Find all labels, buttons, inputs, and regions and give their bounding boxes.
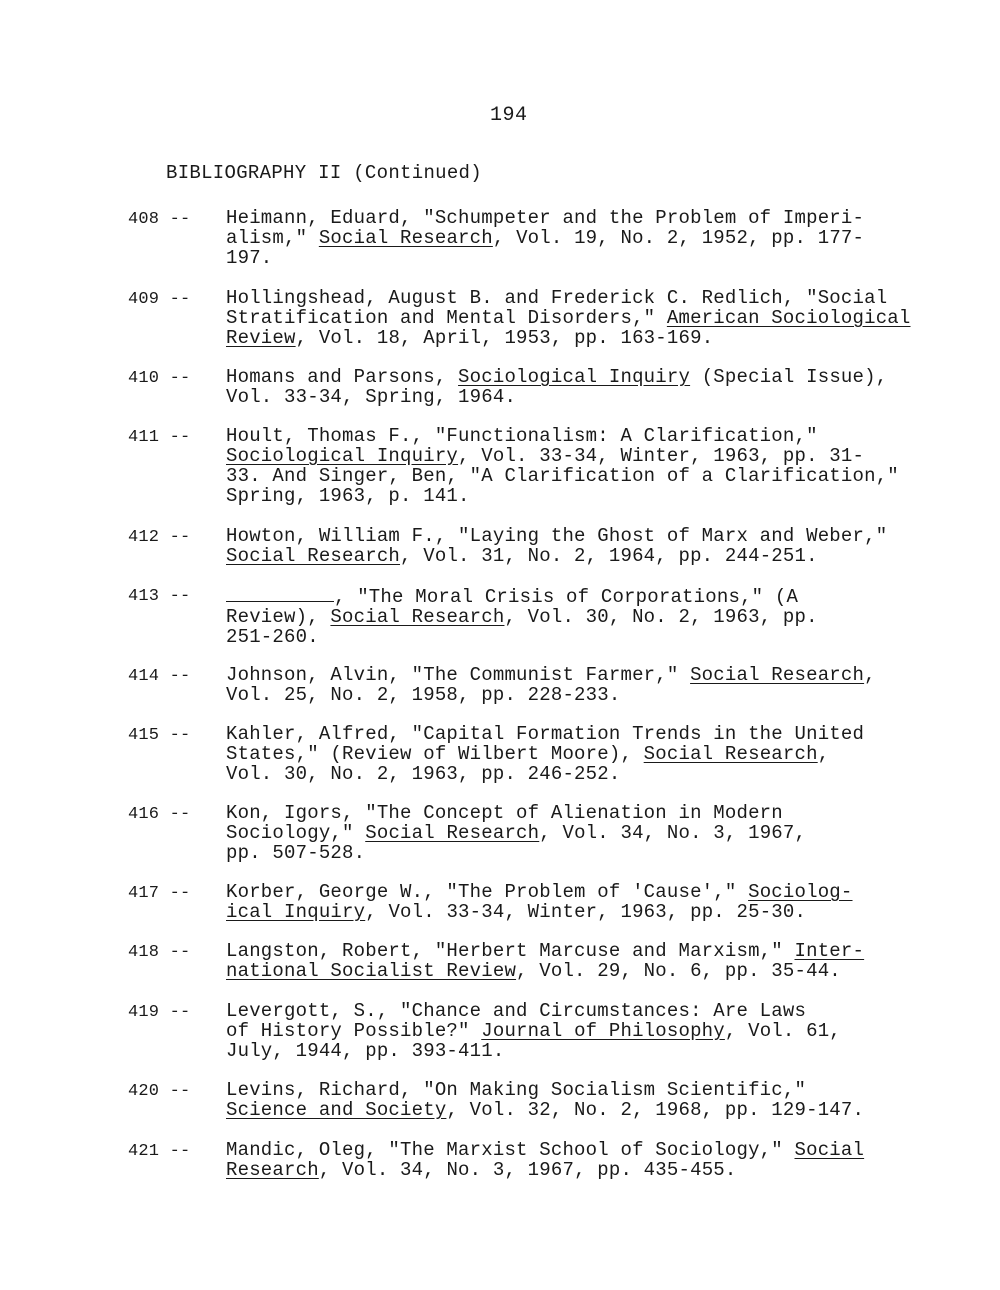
entry-line xyxy=(226,426,978,446)
bibliography-entry xyxy=(128,665,978,705)
bibliography-entry xyxy=(128,526,978,566)
entry-number: 411 -- xyxy=(128,428,191,447)
citation-text: , Vol. 33-34, Winter, 1963, pp. 25-30. xyxy=(365,901,807,923)
page-number: 194 xyxy=(490,104,528,127)
citation-text: Heimann, Eduard, "Schumpeter and the Problem of Imperi- xyxy=(226,207,865,229)
citation-text: , Vol. 33-34, Winter, 1963, pp. 31- xyxy=(458,445,865,467)
citation-text: 33. And Singer, Ben, "A Clarification of a Clarification," xyxy=(226,465,899,487)
citation-text: Johnson, Alvin, "The Communist Farmer," xyxy=(226,664,691,686)
entry-number: 414 -- xyxy=(128,667,191,686)
publication-title: Social xyxy=(794,1139,865,1161)
entry-number: 412 -- xyxy=(128,528,191,547)
entry-line xyxy=(226,627,978,647)
entry-text xyxy=(226,585,978,647)
citation-text: States," (Review of Wilbert Moore), xyxy=(226,743,644,765)
entry-line xyxy=(226,308,978,328)
entry-line xyxy=(226,941,978,961)
entry-line xyxy=(226,724,978,744)
entry-number: 419 -- xyxy=(128,1003,191,1022)
citation-text: July, 1944, pp. 393-411. xyxy=(226,1040,505,1062)
publication-title: Social Research xyxy=(226,545,401,567)
entry-line xyxy=(226,902,978,922)
entry-line xyxy=(226,585,978,607)
publication-title: Social Research xyxy=(365,822,540,844)
citation-text: , Vol. 32, No. 2, 1968, pp. 129-147. xyxy=(446,1099,865,1121)
entry-line xyxy=(226,1160,978,1180)
entry-line xyxy=(226,882,978,902)
entry-line xyxy=(226,665,978,685)
bibliography-entry xyxy=(128,1080,978,1120)
citation-text: , Vol. 19, No. 2, 1952, pp. 177- xyxy=(492,227,865,249)
bibliography-entry xyxy=(128,1001,978,1061)
entry-number: 410 -- xyxy=(128,369,191,388)
entry-text xyxy=(226,665,978,705)
citation-text: Vol. 25, No. 2, 1958, pp. 228-233. xyxy=(226,684,621,706)
publication-title: Social Research xyxy=(318,227,493,249)
citation-text: (Special Issue), xyxy=(690,366,888,388)
publication-title: Social Research xyxy=(643,743,818,765)
entry-number: 418 -- xyxy=(128,943,191,962)
entry-line xyxy=(226,1041,978,1061)
citation-text: , Vol. 34, No. 3, 1967, xyxy=(539,822,807,844)
citation-text: Hoult, Thomas F., "Functionalism: A Clarification," xyxy=(226,425,818,447)
entry-line xyxy=(226,823,978,843)
citation-text: Stratification and Mental Disorders," xyxy=(226,307,667,329)
entry-line xyxy=(226,685,978,705)
citation-text: Sociology," xyxy=(226,822,366,844)
citation-text: Langston, Robert, "Herbert Marcuse and Marxism," xyxy=(226,940,795,962)
publication-title: Sociological Inquiry xyxy=(226,445,459,467)
citation-text: of History Possible?" xyxy=(226,1020,482,1042)
entry-number: 413 -- xyxy=(128,587,191,606)
entry-text xyxy=(226,724,978,784)
entry-text xyxy=(226,208,978,268)
entry-line xyxy=(226,546,978,566)
entry-line xyxy=(226,446,978,466)
publication-title: Social Research xyxy=(690,664,865,686)
citation-text: Mandic, Oleg, "The Marxist School of Sociology," xyxy=(226,1139,795,1161)
entry-text xyxy=(226,941,978,981)
bibliography-entry xyxy=(128,208,978,268)
publication-title: Sociological Inquiry xyxy=(458,366,691,388)
entry-text xyxy=(226,882,978,922)
publication-title: American Sociological xyxy=(666,307,911,329)
entry-line xyxy=(226,1100,978,1120)
publication-title: Science and Society xyxy=(226,1099,447,1121)
citation-text: 251-260. xyxy=(226,626,319,648)
citation-text: 197. xyxy=(226,247,273,269)
bibliography-entry xyxy=(128,1140,978,1180)
bibliography-entry xyxy=(128,882,978,922)
entry-text xyxy=(226,526,978,566)
entry-line xyxy=(226,208,978,228)
entry-line xyxy=(226,1021,978,1041)
citation-text: Levergott, S., "Chance and Circumstances: Are Laws xyxy=(226,1000,807,1022)
entry-number: 416 -- xyxy=(128,805,191,824)
bibliography-entry xyxy=(128,288,978,348)
entry-text xyxy=(226,288,978,348)
citation-text: Spring, 1963, p. 141. xyxy=(226,485,470,507)
citation-text: alism," xyxy=(226,227,319,249)
entry-number: 420 -- xyxy=(128,1082,191,1101)
entry-line xyxy=(226,1001,978,1021)
citation-text: Levins, Richard, "On Making Socialism Scientific," xyxy=(226,1079,807,1101)
bibliography-entry xyxy=(128,724,978,784)
bibliography-entry xyxy=(128,803,978,863)
citation-text: , Vol. 34, No. 3, 1967, pp. 435-455. xyxy=(318,1159,737,1181)
publication-title: Review xyxy=(226,327,296,349)
publication-title: ical Inquiry xyxy=(226,901,366,923)
bibliography-entry xyxy=(128,367,978,407)
citation-text: , xyxy=(817,743,830,765)
entry-number: 415 -- xyxy=(128,726,191,745)
citation-text: Review), xyxy=(226,606,331,628)
citation-text: Vol. 30, No. 2, 1963, pp. 246-252. xyxy=(226,763,621,785)
publication-title: Inter- xyxy=(794,940,865,962)
publication-title: Sociolog- xyxy=(748,881,853,903)
entry-line xyxy=(226,387,978,407)
entry-line xyxy=(226,843,978,863)
citation-text: Vol. 33-34, Spring, 1964. xyxy=(226,386,517,408)
bibliography-entry xyxy=(128,585,978,647)
entry-number: 417 -- xyxy=(128,884,191,903)
entry-line xyxy=(226,764,978,784)
entry-text xyxy=(226,1140,978,1180)
citation-text: , Vol. 61, xyxy=(724,1020,841,1042)
entry-text xyxy=(226,426,978,506)
page-heading: BIBLIOGRAPHY II (Continued) xyxy=(166,162,482,184)
citation-text: , Vol. 18, April, 1953, pp. 163-169. xyxy=(295,327,714,349)
bibliography-entry xyxy=(128,941,978,981)
citation-text: Howton, William F., "Laying the Ghost of Marx and Weber," xyxy=(226,525,888,547)
citation-text: , Vol. 30, No. 2, 1963, pp. xyxy=(504,606,818,628)
citation-text: Hollingshead, August B. and Frederick C. Redlich, "Social xyxy=(226,287,888,309)
entry-number: 408 -- xyxy=(128,210,191,229)
entry-text xyxy=(226,803,978,863)
citation-text: , Vol. 29, No. 6, pp. 35-44. xyxy=(516,960,841,982)
citation-text: Kahler, Alfred, "Capital Formation Trends in the United xyxy=(226,723,865,745)
citation-text: , Vol. 31, No. 2, 1964, pp. 244-251. xyxy=(400,545,818,567)
entry-line xyxy=(226,288,978,308)
entry-line xyxy=(226,367,978,387)
citation-text: , xyxy=(864,664,876,686)
entry-text xyxy=(226,367,978,407)
entry-line xyxy=(226,1140,978,1160)
entry-line xyxy=(226,248,978,268)
entry-text xyxy=(226,1080,978,1120)
citation-text: pp. 507-528. xyxy=(226,842,366,864)
citation-text: Korber, George W., "The Problem of 'Cause'," xyxy=(226,881,749,903)
citation-text: Kon, Igors, "The Concept of Alienation in Modern xyxy=(226,802,783,824)
entry-line xyxy=(226,466,978,486)
citation-text: , "The Moral Crisis of Corporations," (A xyxy=(334,586,799,608)
entry-line xyxy=(226,961,978,981)
entry-line xyxy=(226,328,978,348)
publication-title: Research xyxy=(226,1159,319,1181)
publication-title: Journal of Philosophy xyxy=(481,1020,725,1042)
publication-title: national Socialist Review xyxy=(226,960,517,982)
entry-line xyxy=(226,228,978,248)
publication-title: Social Research xyxy=(330,606,505,628)
entry-text xyxy=(226,1001,978,1061)
entry-number: 409 -- xyxy=(128,290,191,309)
entry-line xyxy=(226,803,978,823)
ditto-author-line xyxy=(226,585,334,602)
citation-text: Homans and Parsons, xyxy=(226,366,459,388)
entry-line xyxy=(226,607,978,627)
entry-line xyxy=(226,486,978,506)
entry-number: 421 -- xyxy=(128,1142,191,1161)
entry-line xyxy=(226,526,978,546)
entry-line xyxy=(226,1080,978,1100)
bibliography-entry xyxy=(128,426,978,506)
entry-line xyxy=(226,744,978,764)
